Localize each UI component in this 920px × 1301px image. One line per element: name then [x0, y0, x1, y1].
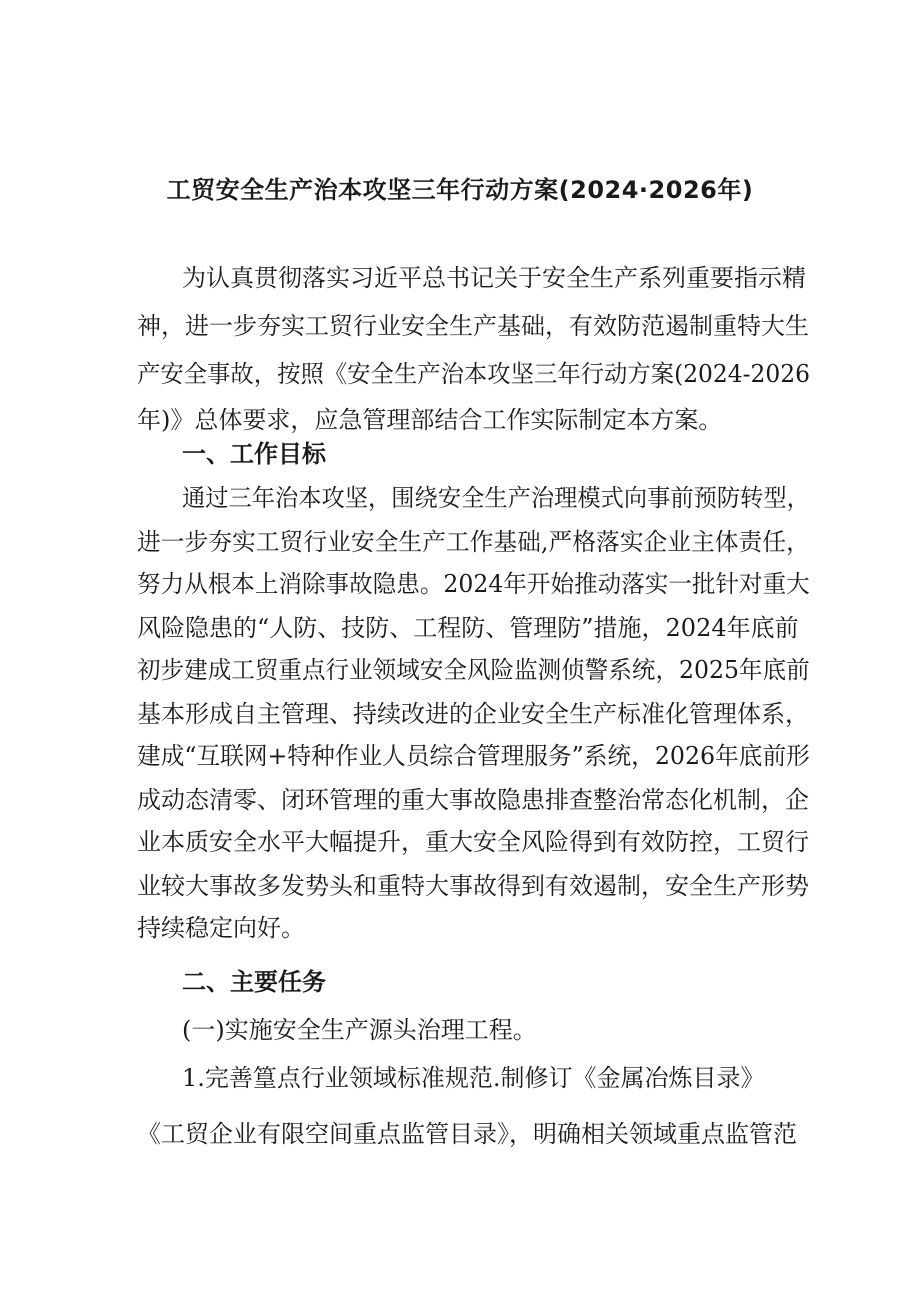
section-1-line-7: 建成“互联网+特种作业人员综合管理服务”系统，2026年底前形 — [137, 742, 810, 770]
section-1-line-10: 业较大事故多发势头和重特大事故得到有效遏制，安全生产形势 — [137, 872, 809, 900]
section-2-item-1-line-2: 《工贸企业有限空间重点监管目录》，明确相关领域重点监管范 — [137, 1120, 797, 1148]
section-1-heading: 一、工作目标 — [182, 440, 326, 468]
section-1-line-3: 努力从根本上消除事故隐患。2024年开始推动落实一批针对重大 — [137, 570, 810, 598]
intro-line-4: 年)》总体要求，应急管理部结合工作实际制定本方案。 — [137, 406, 723, 434]
section-1-line-5: 初步建成工贸重点行业领域安全风险监测侦警系统，2025年底前 — [137, 656, 810, 684]
section-2-heading: 二、主要任务 — [182, 968, 326, 996]
section-1-line-8: 成动态清零、闭环管理的重大事故隐患排查整治常态化机制，企 — [137, 786, 809, 814]
section-1-line-11: 持续稳定向好。 — [137, 914, 305, 942]
section-1-line-9: 业本质安全水平大幅提升，重大安全风险得到有效防控，工贸行 — [137, 828, 809, 856]
section-1-line-2: 进一步夯实工贸行业安全生产工作基础,严格落实企业主体责任， — [137, 528, 810, 556]
section-1-line-4: 风险隐患的“人防、技防、工程防、管理防”措施，2024年底前 — [137, 614, 799, 642]
intro-line-1: 为认真贯彻落实习近平总书记关于安全生产系列重要指示精 — [182, 264, 806, 292]
section-2-item-1-line-1: 1.完善篁点行业领域标准规范.制修订《金属冶炼目录》 — [182, 1064, 765, 1092]
section-1-line-1: 通过三年治本攻坚，围绕安全生产治理模式向事前预防转型， — [182, 484, 810, 512]
intro-line-3: 产安全事故，按照《安全生产治本攻坚三年行动方案(2024-2026 — [137, 360, 810, 388]
document-title: 工贸安全生产治本攻坚三年行动方案(2024·2026年) — [166, 176, 754, 204]
intro-line-2: 神，进一步夯实工贸行业安全生产基础，有效防范遏制重特大生 — [137, 312, 809, 340]
section-2-subheading: (一)实施安全生产源头治理工程。 — [182, 1016, 537, 1044]
section-1-line-6: 基本形成自主管理、持续改进的企业安全生产标准化管理体系， — [137, 700, 809, 728]
